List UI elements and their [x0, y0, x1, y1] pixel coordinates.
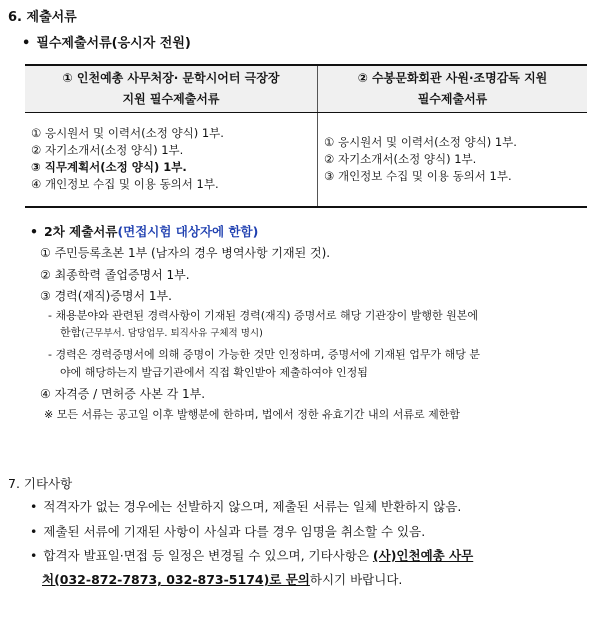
col1-header	[25, 65, 318, 113]
second-docs-heading	[30, 222, 258, 240]
misc-bullet-2: • 제출된 서류에 기재된 사항이 사실과 다를 경우 임명을 취소할 수 있음.	[30, 522, 425, 540]
list-item: ③ 직무계획서(소정 양식) 1부.	[31, 160, 187, 175]
col2-header-line2: 필수제출서류	[417, 92, 488, 106]
dash-note-1-line2-small: (근무부서. 담당업무. 퇴직사유 구체적 명시)	[81, 328, 263, 339]
list-item: ③ 개인정보 수집 및 이용 동의서 1부.	[324, 168, 512, 183]
list-item: ① 응시원서 및 이력서(소정 양식) 1부.	[324, 134, 517, 149]
required-docs-table	[25, 64, 587, 208]
dash-note-2-line1: - 경력은 경력증명서에 의해 증명이 가능한 것만 인정하며, 증명서에 기재된 업무가 해당 분	[48, 348, 480, 361]
second-item-4: ④ 자격증 / 면허증 사본 각 1부.	[40, 387, 206, 401]
misc-bullet-3-tail: 하시기 바랍니다.	[309, 572, 403, 587]
second-item-1: ① 주민등록초본 1부 (남자의 경우 병역사항 기재된 것).	[40, 246, 331, 260]
misc-bullet-3-line1	[30, 546, 473, 564]
contact-link-part1: (사)인천예총 사무	[372, 548, 474, 563]
second-item-2: ② 최종학력 졸업증명서 1부.	[40, 268, 190, 282]
list-item: ① 응시원서 및 이력서(소정 양식) 1부.	[31, 126, 224, 141]
col2-header	[318, 65, 588, 113]
dash-note-1-line2-text: 한함	[60, 326, 82, 339]
dash-note-1-line2	[60, 324, 263, 340]
misc-bullet-1: • 적격자가 없는 경우에는 선발하지 않으며, 제출된 서류는 일체 반환하지 않음.	[30, 497, 461, 515]
misc-bullet-3-plain: 합격자 발표일·면접 등 일정은 변경될 수 있으며, 기타사항은	[43, 548, 373, 563]
dash-note-2-line2: 야에 해당하는지 발급기관에서 직접 확인받아 제출하여야 인정됨	[60, 366, 368, 379]
section-7-title: 7. 기타사항	[8, 476, 73, 491]
col2-items	[318, 113, 588, 207]
second-docs-heading-highlight: (면접시험 대상자에 한함)	[117, 224, 259, 239]
second-item-3: ③ 경력(재직)증명서 1부.	[40, 289, 172, 303]
col1-header-line2: 지원 필수제출서류	[122, 92, 220, 106]
section-6-title: 6. 제출서류	[8, 10, 77, 25]
list-item: ② 자기소개서(소정 양식) 1부.	[31, 143, 184, 158]
list-item: ② 자기소개서(소정 양식) 1부.	[324, 151, 477, 166]
col1-items	[25, 113, 318, 207]
contact-link-part2: 처(032-872-7873, 032-873-5174)로 문의	[42, 572, 310, 587]
col2-header-line1: ② 수봉문화회관 사원·조명감독 지원	[357, 71, 548, 85]
col1-header-line1: ① 인천예총 사무처장· 문학시어터 극장장	[62, 71, 280, 85]
list-item: ④ 개인정보 수집 및 이용 동의서 1부.	[31, 177, 219, 192]
dash-note-1-line1: - 채용분야와 관련된 경력사항이 기재된 경력(재직) 증명서로 해당 기관장이 발행한 원본에	[48, 309, 479, 322]
required-docs-heading: • 필수제출서류(응시자 전원)	[22, 32, 191, 51]
second-docs-heading-prefix: 2차 제출서류	[44, 224, 118, 239]
validity-note: ※ 모든 서류는 공고일 이후 발행분에 한하며, 법에서 정한 유효기간 내의 서류로 제한함	[44, 408, 460, 421]
misc-bullet-3-line2	[42, 570, 402, 588]
